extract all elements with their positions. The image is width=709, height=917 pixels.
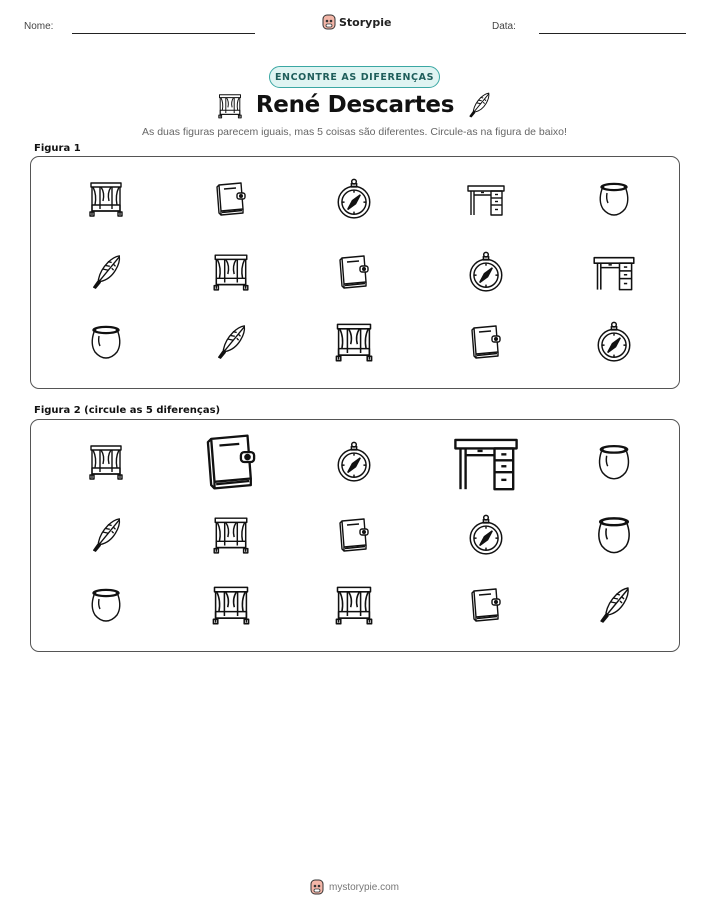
quill-icon — [87, 253, 125, 291]
instructions-text: As duas figuras parecem iguais, mas 5 coisas são diferentes. Circule-as na figura de baixo! — [142, 126, 567, 138]
pot-icon[interactable] — [592, 513, 636, 557]
compass-icon[interactable] — [333, 441, 375, 483]
compass-icon — [593, 321, 635, 363]
bed-icon[interactable] — [86, 442, 126, 482]
date-line[interactable] — [539, 33, 686, 34]
figure2-label: Figura 2 (circule as 5 diferenças) — [34, 405, 221, 416]
date-label: Data: — [492, 21, 516, 32]
quill-icon — [212, 323, 250, 361]
bed-icon — [216, 92, 244, 120]
name-line[interactable] — [72, 33, 255, 34]
bed-icon — [332, 320, 376, 364]
quill-icon[interactable] — [594, 585, 634, 625]
bed-icon — [210, 251, 252, 293]
quill-icon[interactable] — [87, 516, 125, 554]
pot-icon[interactable] — [593, 441, 635, 483]
page-title: René Descartes — [255, 92, 455, 118]
desk-icon — [592, 250, 636, 294]
bed-icon — [86, 179, 126, 219]
name-label: Nome: — [24, 21, 54, 32]
desk-icon[interactable] — [452, 428, 520, 496]
brand-logo — [322, 14, 391, 30]
book-icon — [334, 252, 374, 292]
bed-icon[interactable] — [210, 514, 252, 556]
figure2-panel[interactable] — [30, 419, 680, 652]
brand-name: Storypie — [339, 15, 392, 29]
figure1-label: Figura 1 — [34, 143, 81, 154]
footer-url: mystorypie.com — [328, 881, 399, 893]
book-icon[interactable] — [198, 429, 264, 495]
footer — [0, 879, 709, 895]
desk-icon — [466, 179, 506, 219]
bed-icon[interactable] — [209, 583, 253, 627]
pot-icon[interactable] — [86, 585, 126, 625]
mascot-icon — [322, 14, 336, 30]
compass-icon[interactable] — [465, 514, 507, 556]
figure1-panel — [30, 156, 680, 389]
pot-icon — [86, 322, 126, 362]
worksheet-type-badge: ENCONTRE AS DIFERENÇAS — [269, 66, 440, 88]
compass-icon — [465, 251, 507, 293]
bed-icon[interactable] — [332, 583, 376, 627]
book-icon — [466, 322, 506, 362]
quill-icon — [465, 90, 493, 120]
compass-icon — [333, 178, 375, 220]
mascot-icon — [310, 879, 324, 895]
book-icon[interactable] — [334, 515, 374, 555]
book-icon — [211, 179, 251, 219]
pot-icon — [594, 179, 634, 219]
book-icon[interactable] — [466, 585, 506, 625]
